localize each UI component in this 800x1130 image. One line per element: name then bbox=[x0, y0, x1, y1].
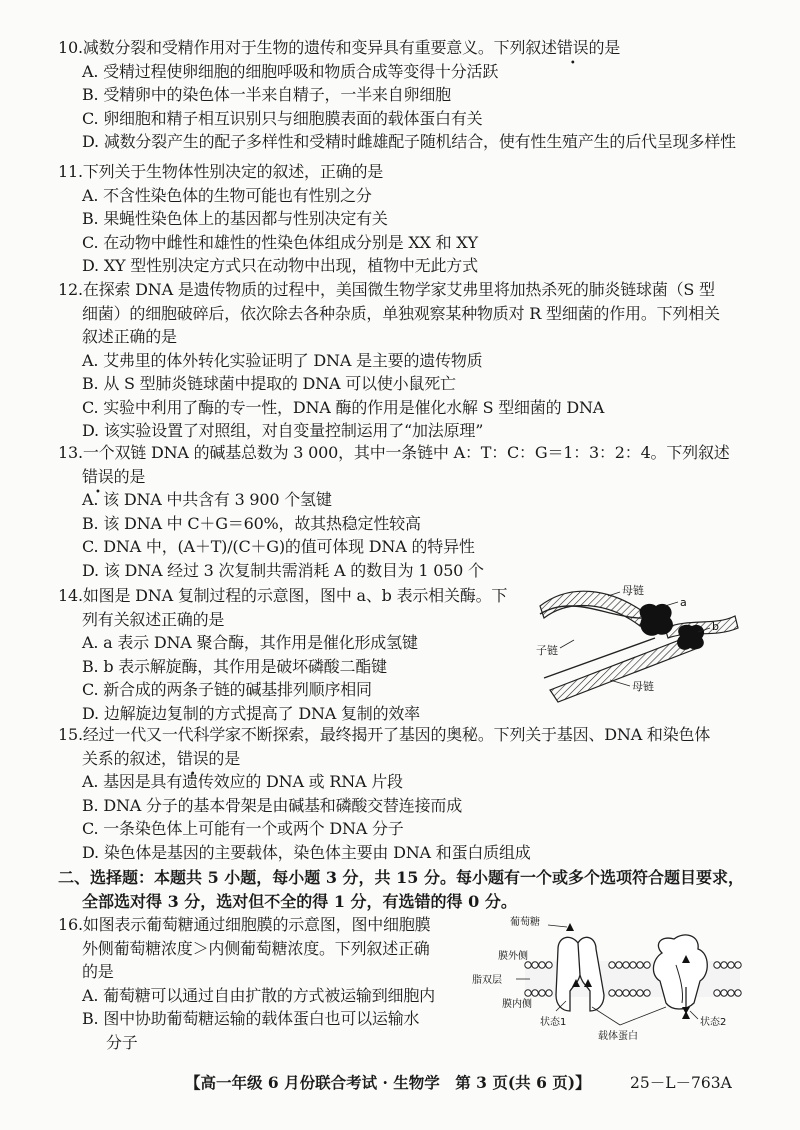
emphasis-text: 错误 bbox=[176, 748, 209, 768]
question-14-stem bbox=[58, 584, 507, 608]
lipid-head bbox=[630, 962, 636, 968]
lipid-head bbox=[623, 962, 629, 968]
stem-text: 减数分裂和受精作用对于生物的遗传和变异具有重要意义。下列叙述 bbox=[82, 38, 557, 57]
leader-line bbox=[608, 592, 620, 596]
label-outer-side: 膜外侧 bbox=[498, 951, 528, 962]
stem-text: 如图表示葡萄糖通过细胞膜的示意图，图中细胞膜 bbox=[82, 915, 431, 934]
label-a: a bbox=[680, 596, 687, 609]
lipid-head bbox=[714, 962, 720, 968]
stem-text: 关系的叙述， bbox=[82, 748, 177, 768]
option-b: B. 受精卵中的染色体一半来自精子，一半来自卵细胞 bbox=[82, 85, 451, 104]
option-a: A. 不含性染色体的生物可能也有性别之分 bbox=[82, 185, 372, 205]
lipid-head bbox=[637, 990, 643, 996]
lipid-head bbox=[644, 990, 650, 996]
emphasis-text: 错误 bbox=[82, 466, 114, 486]
arrow-head-icon bbox=[682, 1007, 690, 1014]
option-a: A. 葡萄糖可以通过自由扩散的方式被运输到细胞内 bbox=[82, 985, 435, 1005]
stem-text: 的是 bbox=[588, 38, 621, 57]
question-number: 16. bbox=[58, 915, 83, 934]
option-c: C. 卵细胞和精子相互识别只与细胞膜表面的载体蛋白有关 bbox=[82, 108, 483, 128]
lipid-head bbox=[546, 962, 552, 968]
question-12-stem bbox=[58, 278, 720, 302]
question-16 bbox=[58, 913, 435, 1054]
lipid-head bbox=[735, 962, 741, 968]
lipid-head bbox=[539, 990, 545, 996]
label-parent-strand-bottom: 母链 bbox=[632, 680, 654, 693]
lipid-head bbox=[539, 962, 545, 968]
label-state1: 状态1 bbox=[540, 1017, 567, 1028]
lipid-head bbox=[525, 962, 531, 968]
lipid-head bbox=[532, 962, 538, 968]
stem-text: 列有关叙述正确的是 bbox=[82, 609, 225, 629]
option-b: B. b 表示解旋酶，其作用是破坏磷酸二酯键 bbox=[82, 656, 387, 676]
label-parent-strand-top: 母链 bbox=[622, 584, 644, 597]
leader-line bbox=[592, 1007, 620, 1025]
question-10-stem bbox=[58, 36, 736, 60]
option-a: A. 该 DNA 中共含有 3 900 个氢键 bbox=[82, 490, 332, 509]
stem-text: 叙述正确的是 bbox=[82, 327, 177, 346]
carrier-protein-state1 bbox=[556, 937, 604, 1011]
question-13 bbox=[58, 441, 730, 582]
label-b: b bbox=[712, 620, 719, 633]
label-bilayer: 脂双层 bbox=[472, 975, 502, 986]
section-2-heading bbox=[58, 866, 744, 913]
option-b: B. 果蝇性染色体上的基因都与性别决定有关 bbox=[82, 209, 388, 228]
option-c: C. 实验中利用了酶的专一性，DNA 酶的作用是催化水解 S 型细菌的 DNA bbox=[82, 397, 605, 417]
stem-text: 的是 bbox=[113, 466, 146, 486]
section-2-line2: 全部选对得 3 分，选对但不全的得 1 分，有选错的得 0 分。 bbox=[82, 891, 517, 911]
stem-text: 细菌）的细胞破碎后，依次除去各种杂质，单独观察某种物质对 R 型细菌的作用。下列相关 bbox=[82, 303, 720, 323]
emphasis-text: 错误 bbox=[556, 38, 589, 57]
question-number: 11. bbox=[58, 162, 83, 181]
question-16-stem bbox=[58, 913, 435, 937]
lipid-head bbox=[630, 990, 636, 996]
leader-line bbox=[690, 1011, 698, 1019]
question-11-stem bbox=[58, 160, 478, 184]
lipid-head bbox=[728, 990, 734, 996]
label-inner-side: 膜内侧 bbox=[502, 999, 532, 1010]
stem-text: 一个双链 DNA 的碱基总数为 3 000，其中一条链中 A：T：C：G＝1：3：2：4。下列叙述 bbox=[82, 443, 730, 462]
enzyme-a bbox=[640, 604, 673, 636]
stem-text: 的是 bbox=[82, 962, 114, 981]
stem-text: 在探索 DNA 是遗传物质的过程中，美国微生物学家艾弗里将加热杀死的肺炎链球菌（S 型 bbox=[82, 280, 715, 299]
lipid-head bbox=[721, 990, 727, 996]
option-d: D. 该 DNA 经过 3 次复制共需消耗 A 的数目为 1 050 个 bbox=[82, 560, 484, 580]
question-15-stem-line2 bbox=[58, 747, 710, 771]
lipid-head bbox=[644, 962, 650, 968]
leader-line bbox=[610, 680, 630, 686]
lipid-head bbox=[728, 962, 734, 968]
leader-line bbox=[548, 925, 567, 927]
stem-text: 下列关于生物体性别决定的叙述，正确的是 bbox=[82, 162, 384, 181]
parent-strand-bottom bbox=[550, 636, 698, 702]
lipid-head bbox=[637, 962, 643, 968]
question-10 bbox=[58, 36, 736, 154]
question-number: 13. bbox=[58, 443, 83, 462]
option-c: C. DNA 中，(A＋T)/(C＋G)的值可体现 DNA 的特异性 bbox=[82, 537, 475, 556]
lipid-head bbox=[525, 990, 531, 996]
option-d: D. 减数分裂产生的配子多样性和受精时雌雄配子随机结合，使有性生殖产生的后代呈现多样性 bbox=[82, 132, 736, 151]
option-d: D. 该实验设置了对照组，对自变量控制运用了“加法原理” bbox=[82, 421, 484, 440]
option-b: B. 该 DNA 中 C＋G＝60%，故其热稳定性较高 bbox=[82, 513, 421, 533]
question-12 bbox=[58, 278, 720, 443]
option-d: D. 染色体是基因的主要载体，染色体主要由 DNA 和蛋白质组成 bbox=[82, 842, 531, 862]
option-c: C. 一条染色体上可能有一个或两个 DNA 分子 bbox=[82, 819, 404, 838]
stem-text: 外侧葡萄糖浓度＞内侧葡萄糖浓度。下列叙述正确 bbox=[82, 938, 430, 958]
glucose-icon bbox=[566, 923, 574, 931]
lipid-head bbox=[623, 990, 629, 996]
lipid-head bbox=[714, 990, 720, 996]
dna-replication-figure bbox=[530, 578, 755, 703]
question-15-stem bbox=[58, 723, 710, 747]
option-b: B. DNA 分子的基本骨架是由碱基和磷酸交替连接而成 bbox=[82, 795, 462, 815]
lipid-head bbox=[532, 990, 538, 996]
question-number: 15. bbox=[58, 725, 83, 744]
question-14 bbox=[58, 584, 507, 725]
paper-code: 25－L－763A bbox=[630, 1074, 732, 1092]
question-13-stem-line2 bbox=[58, 465, 730, 489]
lipid-head bbox=[609, 962, 615, 968]
membrane-transport-figure bbox=[470, 915, 745, 1045]
enzyme-b bbox=[677, 625, 704, 650]
leader-line bbox=[620, 1007, 666, 1025]
leader-line bbox=[560, 640, 574, 648]
option-b: B. 图中协助葡萄糖运输的载体蛋白也可以运输水 bbox=[82, 1009, 420, 1028]
leader-line bbox=[665, 602, 678, 606]
option-a: A. 基因是具有遗传效应的 DNA 或 RNA 片段 bbox=[82, 772, 403, 791]
question-11 bbox=[58, 160, 478, 278]
option-b: B. 从 S 型肺炎链球菌中提取的 DNA 可以使小鼠死亡 bbox=[82, 374, 456, 393]
label-carrier-protein: 载体蛋白 bbox=[598, 1031, 638, 1042]
label-child-strand: 子链 bbox=[536, 644, 558, 657]
option-c: C. 在动物中雌性和雄性的性染色体组成分别是 XX 和 XY bbox=[82, 232, 478, 252]
option-b-continued: 分子 bbox=[106, 1032, 138, 1052]
lipid-head bbox=[735, 990, 741, 996]
stem-text: 的是 bbox=[208, 748, 241, 768]
option-d: D. XY 型性别决定方式只在动物中出现，植物中无此方式 bbox=[82, 256, 478, 275]
lipid-head bbox=[616, 990, 622, 996]
question-13-stem bbox=[58, 441, 730, 465]
question-15 bbox=[58, 723, 710, 864]
page-footer: 【高一年级 6 月份联合考试 · 生物学 第 3 页(共 6 页)】 bbox=[185, 1073, 591, 1092]
option-a: A. a 表示 DNA 聚合酶，其作用是催化形成氢键 bbox=[82, 633, 418, 652]
question-number: 14. bbox=[58, 586, 83, 605]
option-c: C. 新合成的两条子链的碱基排列顺序相同 bbox=[82, 680, 372, 699]
lipid-head bbox=[546, 990, 552, 996]
lipid-head bbox=[609, 990, 615, 996]
lipid-head bbox=[721, 962, 727, 968]
stem-text: 经过一代又一代科学家不断探索，最终揭开了基因的奥秘。下列关于基因、DNA 和染色体 bbox=[82, 725, 711, 744]
section-2-line1: 二、选择题：本题共 5 小题，每小题 3 分，共 15 分。每小题有一个或多个选项符合题目要求， bbox=[58, 868, 744, 887]
option-a: A. 受精过程使卵细胞的细胞呼吸和物质合成等变得十分活跃 bbox=[82, 61, 499, 81]
label-glucose: 葡萄糖 bbox=[510, 917, 540, 928]
option-a: A. 艾弗里的体外转化实验证明了 DNA 是主要的遗传物质 bbox=[82, 350, 483, 370]
carrier-protein-state2 bbox=[653, 935, 707, 1009]
lipid-head bbox=[616, 962, 622, 968]
question-number: 12. bbox=[58, 280, 83, 299]
label-state2: 状态2 bbox=[700, 1017, 727, 1028]
stem-text: 如图是 DNA 复制过程的示意图，图中 a、b 表示相关酶。下 bbox=[82, 586, 508, 605]
question-number: 10. bbox=[58, 38, 83, 57]
option-d: D. 边解旋边复制的方式提高了 DNA 复制的效率 bbox=[82, 703, 420, 723]
